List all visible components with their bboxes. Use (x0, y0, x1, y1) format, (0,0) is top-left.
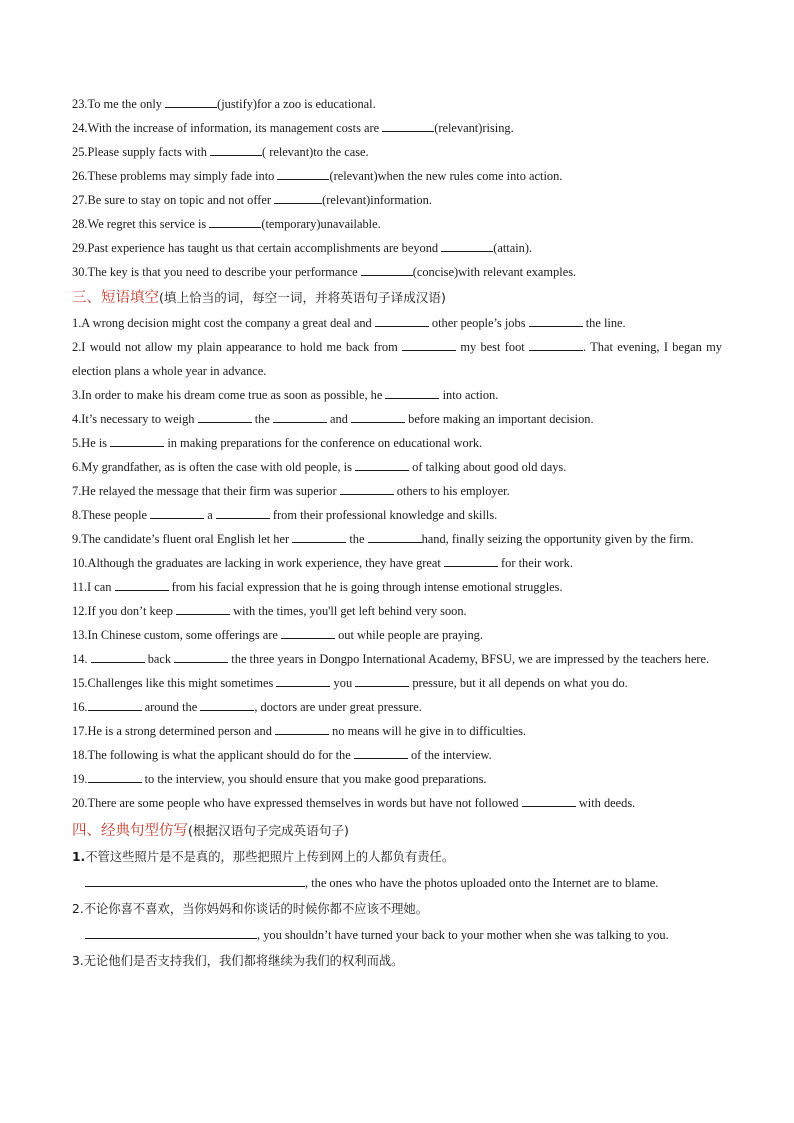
answer-blank[interactable] (354, 747, 408, 759)
answer-blank[interactable] (351, 411, 405, 423)
exercise-item-2: 2.I would not allow my plain appearance to hold me back from my best foot . That evening, I began my election plans a whole year in advance. (72, 340, 722, 378)
exercise-item-24: 24.With the increase of information, its management costs are (relevant)rising. (72, 121, 514, 135)
exercise-item-13: 13.In Chinese custom, some offerings are out while people are praying. (72, 628, 483, 642)
answer-blank[interactable] (209, 216, 261, 228)
exercise-item-7: 7.He relayed the message that their firm was superior others to his employer. (72, 484, 510, 498)
translation-blank[interactable] (85, 927, 257, 939)
exercise-item-26: 26.These problems may simply fade into (relevant)when the new rules come into action. (72, 169, 563, 183)
answer-blank[interactable] (88, 699, 142, 711)
answer-blank[interactable] (361, 264, 413, 276)
answer-blank[interactable] (91, 651, 145, 663)
answer-blank[interactable] (210, 144, 262, 156)
exercise-item-3: 3.In order to make his dream come true as soon as possible, he into action. (72, 388, 499, 402)
section-heading-phrase-fill: 三、短语填空(填上恰当的词，每空一词，并将英语句子译成汉语) (72, 290, 446, 306)
word-form-exercise-list (72, 92, 722, 284)
exercise-item-8: 8.These people a from their professional knowledge and skills. (72, 508, 498, 522)
answer-blank[interactable] (355, 459, 409, 471)
answer-blank[interactable] (441, 240, 493, 252)
answer-line-2: , you shouldn’t have turned your back to your mother when she was talking to you. (72, 922, 722, 948)
worksheet-page (72, 92, 722, 974)
exercise-item-29: 29.Past experience has taught us that certain accomplishments are beyond (attain). (72, 241, 533, 255)
exercise-item-6: 6.My grandfather, as is often the case with old people, is of talking about good old days. (72, 460, 567, 474)
exercise-item-10: 10.Although the graduates are lacking in work experience, they have great for their work. (72, 556, 573, 570)
answer-blank[interactable] (402, 339, 456, 351)
answer-blank[interactable] (385, 387, 439, 399)
exercise-item-25: 25.Please supply facts with ( relevant)to the case. (72, 145, 369, 159)
exercise-item-28: 28.We regret this service is (temporary)unavailable. (72, 217, 381, 231)
chinese-prompt-2: 2.不论你喜不喜欢，当你妈妈和你谈话的时候你都不应该不理她。 (72, 902, 429, 916)
answer-blank[interactable] (281, 627, 335, 639)
phrase-fill-exercise-list (72, 311, 722, 815)
exercise-item-1: 1.A wrong decision might cost the company a great deal and other people’s jobs the line. (72, 316, 626, 330)
exercise-item-30: 30.The key is that you need to describe your performance (concise)with relevant examples. (72, 265, 577, 279)
exercise-item-17: 17.He is a strong determined person and no means will he give in to difficulties. (72, 724, 526, 738)
answer-blank[interactable] (375, 315, 429, 327)
exercise-item-27: 27.Be sure to stay on topic and not offer (relevant)information. (72, 193, 432, 207)
answer-blank[interactable] (382, 120, 434, 132)
answer-blank[interactable] (368, 531, 422, 543)
answer-blank[interactable] (110, 435, 164, 447)
answer-blank[interactable] (198, 411, 252, 423)
answer-blank[interactable] (165, 96, 217, 108)
exercise-item-18: 18.The following is what the applicant should do for the of the interview. (72, 748, 492, 762)
exercise-item-4: 4.It’s necessary to weigh the and before making an important decision. (72, 412, 594, 426)
answer-blank[interactable] (273, 411, 327, 423)
answer-blank[interactable] (88, 771, 142, 783)
answer-blank[interactable] (276, 675, 330, 687)
answer-blank[interactable] (176, 603, 230, 615)
section-heading-sentence-imitation: 四、经典句型仿写(根据汉语句子完成英语句子) (72, 823, 349, 839)
answer-blank[interactable] (174, 651, 228, 663)
exercise-item-5: 5.He is in making preparations for the conference on educational work. (72, 436, 483, 450)
exercise-item-20: 20.There are some people who have expressed themselves in words but have not followed with deeds. (72, 796, 636, 810)
exercise-item-23: 23.To me the only (justify)for a zoo is educational. (72, 97, 376, 111)
translation-blank[interactable] (85, 875, 305, 887)
answer-blank[interactable] (355, 675, 409, 687)
answer-blank[interactable] (115, 579, 169, 591)
exercise-item-12: 12.If you don’t keep with the times, you'll get left behind very soon. (72, 604, 467, 618)
answer-blank[interactable] (277, 168, 329, 180)
exercise-item-14: 14. back the three years in Dongpo International Academy, BFSU, we are impressed by the teachers here. (72, 652, 710, 666)
answer-blank[interactable] (529, 315, 583, 327)
chinese-prompt-3: 3.无论他们是否支持我们，我们都将继续为我们的权利而战。 (72, 954, 404, 968)
answer-blank[interactable] (444, 555, 498, 567)
exercise-item-19: 19. to the interview, you should ensure that you make good preparations. (72, 772, 487, 786)
answer-blank[interactable] (522, 795, 576, 807)
answer-blank[interactable] (292, 531, 346, 543)
answer-blank[interactable] (275, 723, 329, 735)
chinese-prompt-1: 1.不管这些照片是不是真的，那些把照片上传到网上的人都负有责任。 (72, 850, 455, 864)
sentence-imitation-list (72, 844, 722, 974)
exercise-item-16: 16. around the , doctors are under great pressure. (72, 700, 422, 714)
exercise-item-15: 15.Challenges like this might sometimes you pressure, but it all depends on what you do. (72, 676, 628, 690)
answer-line-1: , the ones who have the photos uploaded onto the Internet are to blame. (72, 870, 722, 896)
answer-blank[interactable] (150, 507, 204, 519)
answer-blank[interactable] (274, 192, 322, 204)
answer-blank[interactable] (216, 507, 270, 519)
answer-blank[interactable] (340, 483, 394, 495)
exercise-item-11: 11.I can from his facial expression that he is going through intense emotional struggles. (72, 580, 563, 594)
exercise-item-9: 9.The candidate’s fluent oral English let her the hand, finally seizing the opportunity given by the firm. (72, 532, 694, 546)
answer-blank[interactable] (200, 699, 254, 711)
answer-blank[interactable] (529, 339, 583, 351)
